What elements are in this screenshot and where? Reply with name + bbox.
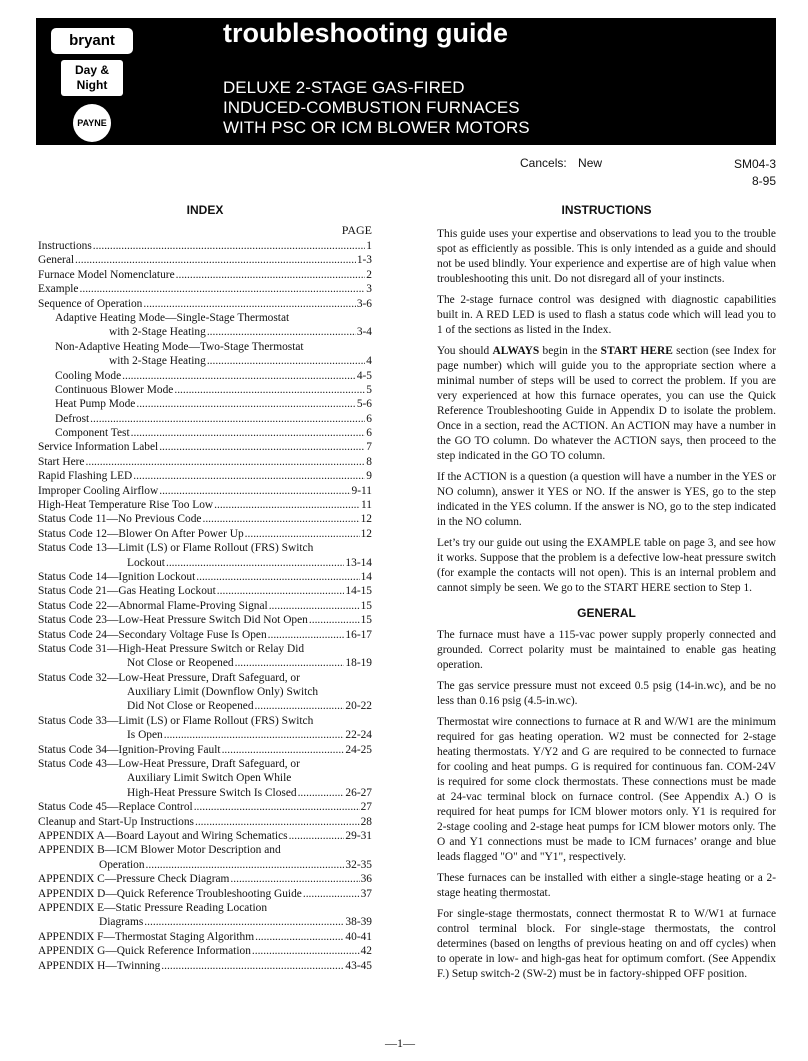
index-entry[interactable]: APPENDIX C—Pressure Check Diagram ..... 36 bbox=[38, 872, 372, 886]
index-entry[interactable]: with 2-Stage Heating ..... 4 bbox=[38, 354, 372, 368]
index-entry[interactable]: Is Open ..... 22-24 bbox=[38, 728, 372, 742]
guide-subtitle bbox=[223, 78, 530, 138]
index-entry[interactable]: Lockout ..... 13-14 bbox=[38, 556, 372, 570]
index-entry[interactable]: Status Code 43—Low-Heat Pressure, Draft Safeguard, or bbox=[38, 758, 300, 771]
index-entry[interactable]: Did Not Close or Reopened ..... 20-22 bbox=[38, 700, 372, 714]
index-entry[interactable]: Status Code 34—Ignition-Proving Fault ..... 24-25 bbox=[38, 743, 372, 757]
instructions-paragraph: This guide uses your expertise and observations to lead you to the trouble spot as efficiently as possible. This is only intended as a guide and should not be used blindly. Your experience and expertise are of high value when troubleshooting this unit. Do not disregard all of your instincts. bbox=[437, 228, 776, 285]
index-entry[interactable]: Service Information Label ..... 7 bbox=[38, 440, 372, 454]
index-entry[interactable]: APPENDIX F—Thermostat Staging Algorithm ..... 40-41 bbox=[38, 930, 372, 944]
index-entry[interactable]: Status Code 32—Low-Heat Pressure, Draft Safeguard, or bbox=[38, 671, 300, 684]
index-entry[interactable]: APPENDIX A—Board Layout and Wiring Schematics ..... 29-31 bbox=[38, 829, 372, 843]
index-entry[interactable]: Status Code 24—Secondary Voltage Fuse Is Open ..... 16-17 bbox=[38, 628, 372, 642]
instructions-paragraph: Let’s try our guide out using the EXAMPLE table on page 3, and see how it works. Suppose that the problem is a defective low-heat pressure switch (for example the contacts will not open). This is an internal problem and cannot simply be seen. We go to the START HERE section to Step 1. bbox=[437, 537, 776, 594]
instructions-paragraph: You should ALWAYS begin in the START HERE section (see Index for page number) which will guide you to the appropriate section where a minimal number of steps will be used to correct the problem. If you are very experienced at how this furnace operates, you can use the Quick Reference Troubleshooting Guide in Appendix D to isolate the problem. Once in a section, read the ACTION. An ACTION may have a number in the GO TO column. Do whatever the ACTION says, then proceed to the step indicated in the GO TO column. bbox=[437, 345, 776, 462]
index-entry[interactable]: APPENDIX B—ICM Blower Motor Description and bbox=[38, 844, 281, 857]
day-night-logo: Day & Night bbox=[61, 60, 123, 96]
doc-date: 8-95 bbox=[751, 174, 776, 188]
page-column-label: PAGE bbox=[341, 223, 372, 237]
cancels-value: New bbox=[578, 156, 603, 170]
payne-logo: PAYNE bbox=[73, 104, 111, 142]
index-entry[interactable]: APPENDIX G—Quick Reference Information ..... 42 bbox=[38, 944, 372, 958]
general-paragraph: For single-stage thermostats, connect thermostat R to W/W1 at furnace control terminal block. For single-stage thermostats, the control determines (based on lengths of previous heating on and off cycles) when to operate in low- and high-gas heat for optimum comfort. (See Appendix F.) Setup switch-2 (SW-2) must be in factory-shipped OFF position. bbox=[437, 908, 776, 980]
instructions-paragraph: If the ACTION is a question (a question will have a number in the YES or NO column), answer it YES or NO. If the answer is YES, go to the step indicated in the YES column. If the answer is NO, go to the step indicated in the NO column. bbox=[437, 471, 776, 528]
general-title: GENERAL bbox=[577, 606, 636, 620]
index-entry[interactable]: Not Close or Reopened ..... 18-19 bbox=[38, 656, 372, 670]
index-entry[interactable]: Rapid Flashing LED ..... 9 bbox=[38, 469, 372, 483]
page-number: —1— bbox=[385, 1036, 415, 1050]
index-entry[interactable]: APPENDIX D—Quick Reference Troubleshooting Guide ..... 37 bbox=[38, 887, 372, 901]
index-entry[interactable]: Status Code 22—Abnormal Flame-Proving Signal ..... 15 bbox=[38, 599, 372, 613]
index-entry[interactable]: Cleanup and Start-Up Instructions ..... 28 bbox=[38, 815, 372, 829]
index-entry[interactable]: Non-Adaptive Heating Mode—Two-Stage Thermostat bbox=[55, 340, 304, 353]
index-entry[interactable]: Status Code 14—Ignition Lockout ..... 14 bbox=[38, 570, 372, 584]
index-entry[interactable]: Sequence of Operation ..... 3-6 bbox=[38, 297, 372, 311]
general-paragraph: These furnaces can be installed with either a single-stage heating or a 2-stage heating thermostat. bbox=[437, 872, 776, 899]
general-paragraph: The gas service pressure must not exceed 0.5 psig (14-in.wc), and be no less than 0.16 psig (4.5-in.wc). bbox=[437, 680, 776, 707]
index-entry[interactable]: with 2-Stage Heating ..... 3-4 bbox=[38, 325, 372, 339]
index-entry[interactable]: Auxiliary Limit Switch Open While bbox=[127, 772, 292, 785]
index-entry[interactable]: Start Here ..... 8 bbox=[38, 455, 372, 469]
index-entry[interactable]: Status Code 12—Blower On After Power Up ..... 12 bbox=[38, 527, 372, 541]
index-section bbox=[38, 203, 372, 973]
instructions-paragraph: The 2-stage furnace control was designed with diagnostic capabilities built in. A RED LED is used to flash a status code which will lead you to 1 of the sections as listed in the Index. bbox=[437, 294, 776, 336]
index-entry[interactable]: Status Code 21—Gas Heating Lockout ..... 14-15 bbox=[38, 584, 372, 598]
guide-title: troubleshooting guide bbox=[223, 18, 508, 48]
index-entry[interactable]: Heat Pump Mode ..... 5-6 bbox=[38, 397, 372, 411]
subtitle-line: DELUXE 2-STAGE GAS-FIRED bbox=[223, 78, 465, 97]
index-entry[interactable]: Auxiliary Limit (Downflow Only) Switch bbox=[127, 686, 319, 699]
index-entry[interactable]: Cooling Mode ..... 4-5 bbox=[38, 369, 372, 383]
general-paragraph: The furnace must have a 115-vac power supply properly connected and grounded. Correct polarity must be maintained to enable gas heating operation. bbox=[437, 629, 776, 671]
index-entry[interactable]: Status Code 31—High-Heat Pressure Switch or Relay Did bbox=[38, 642, 305, 655]
index-entry[interactable]: Status Code 11—No Previous Code ..... 12 bbox=[38, 512, 372, 526]
document-number bbox=[700, 156, 776, 190]
index-entry[interactable]: High-Heat Pressure Switch Is Closed ..... 26-27 bbox=[38, 786, 372, 800]
cancels-info bbox=[520, 156, 610, 170]
doc-number: SM04-3 bbox=[733, 157, 776, 171]
index-entry[interactable]: Continuous Blower Mode ..... 5 bbox=[38, 383, 372, 397]
index-entry[interactable]: Status Code 45—Replace Control ..... 27 bbox=[38, 800, 372, 814]
index-entry[interactable]: Status Code 13—Limit (LS) or Flame Rollout (FRS) Switch bbox=[38, 542, 314, 555]
index-entry[interactable]: High-Heat Temperature Rise Too Low ..... 11 bbox=[38, 498, 372, 512]
bryant-logo: bryant bbox=[51, 28, 133, 54]
index-entry[interactable]: Status Code 23—Low-Heat Pressure Switch Did Not Open ..... 15 bbox=[38, 613, 372, 627]
index-entry[interactable]: Furnace Model Nomenclature ..... 2 bbox=[38, 268, 372, 282]
general-paragraph: Thermostat wire connections to furnace at R and W/W1 are the minimum required for gas heating operation. W2 must be connected for 2-stage heating thermostats. Y/Y2 and G are required to be connected to furnace for cooling and heat pumps. G is required for continuous fan. COM-24V is required for some clock thermostats. These connections must be made at 24-vac terminal block on furnace control. (See Appendix A.) O is required for heat pumps for ICM blower motors only. Y1 is required for 2-stage cooling and 2-stage heat pumps for ICM blower motors only. The O and Y1 connections must be made to ICM furnaces’ orange and blue leads flagged "O" and "Y1", respectively. bbox=[437, 716, 776, 863]
instructions-title: INSTRUCTIONS bbox=[561, 203, 652, 217]
subtitle-line: INDUCED-COMBUSTION FURNACES bbox=[223, 98, 520, 117]
brand-logos bbox=[42, 20, 142, 142]
index-entry[interactable]: APPENDIX E—Static Pressure Reading Location bbox=[38, 901, 268, 914]
index-entry[interactable]: Example ..... 3 bbox=[38, 282, 372, 296]
index-entry[interactable]: Improper Cooling Airflow ..... 9-11 bbox=[38, 484, 372, 498]
index-entry[interactable]: Operation ..... 32-35 bbox=[38, 858, 372, 872]
index-entry[interactable]: Component Test ..... 6 bbox=[38, 426, 372, 440]
right-column bbox=[437, 203, 776, 988]
index-entry[interactable]: APPENDIX H—Twinning ..... 43-45 bbox=[38, 959, 372, 973]
index-entry[interactable]: Instructions ..... 1 bbox=[38, 239, 372, 253]
index-entry[interactable]: Adaptive Heating Mode—Single-Stage Thermostat bbox=[55, 311, 290, 324]
cancels-label: Cancels: bbox=[520, 156, 567, 170]
index-entry[interactable]: Defrost ..... 6 bbox=[38, 412, 372, 426]
index-entry[interactable]: Status Code 33—Limit (LS) or Flame Rollout (FRS) Switch bbox=[38, 714, 314, 727]
index-title: INDEX bbox=[186, 203, 224, 217]
subtitle-line: WITH PSC OR ICM BLOWER MOTORS bbox=[223, 118, 530, 137]
index-entry[interactable]: General ..... 1-3 bbox=[38, 253, 372, 267]
index-entry[interactable]: Diagrams ..... 38-39 bbox=[38, 915, 372, 929]
